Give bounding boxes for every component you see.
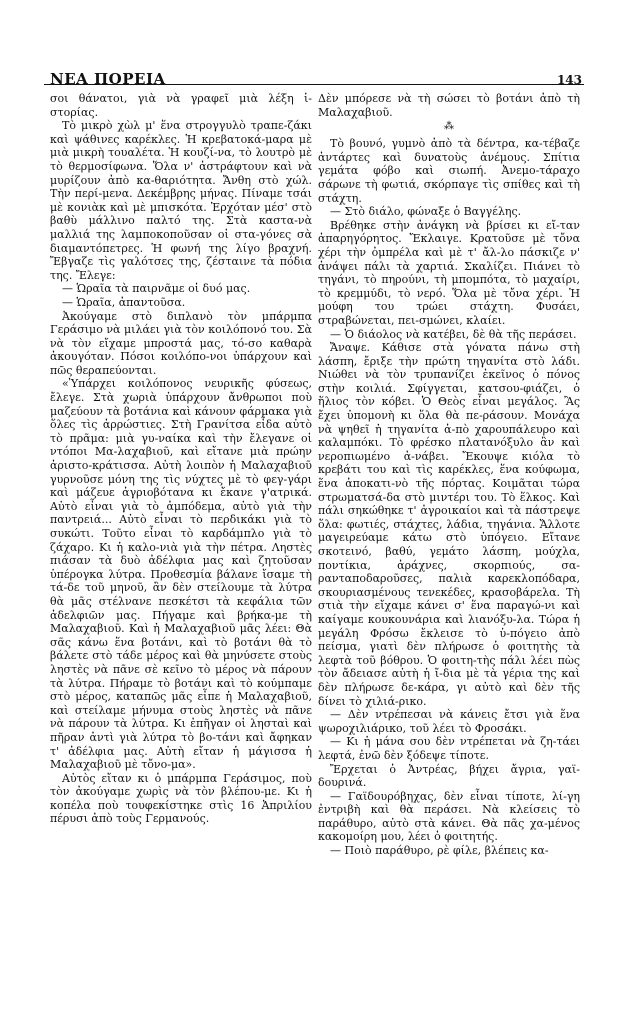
- page-number: 143: [556, 73, 582, 87]
- paragraph: Δὲν μπόρεσε νὰ τὴ σώσει τὸ βοτάνι ἀπὸ τὴ Μαλαχαβιοῦ.: [318, 92, 580, 119]
- dialogue-line: — Κι ἡ μάνα σου δὲν ντρέπεται νὰ ζη-τάει λεφτά, ἐνῶ δὲν ξόδεψε τίποτε.: [318, 735, 580, 762]
- paragraph: Ἀκούγαμε στὸ διπλανὸ τὸν μπάρμπα Γεράσιμο νὰ μιλάει γιὰ τὸν κοιλόπονό του. Σὰ νὰ τὸν εἴχαμε μπροστά μας, τό-σο καθαρὰ ἀκουγόταν. Πόσοι κοιλόπο-νοι ὑπάρχουν καὶ πῶς θεραπεύονται.: [50, 309, 312, 377]
- text-columns: [44, 92, 584, 992]
- page: [44, 30, 584, 1005]
- paragraph: σοι θάνατοι, γιὰ νὰ γραφεῖ μιὰ λέξη ἱ-στορίας.: [50, 92, 312, 119]
- paragraph: Βρέθηκε στὴν ἀνάγκη νὰ βρίσει κι εἴ-ταν ἀπαρηγόρητος. Ἔκλαιγε. Κρατοῦσε μὲ τὄνα χέρι τὴν ὀμπρέλα καὶ μὲ τ' ἄλ-λο πάσκιζε ν' ἀνάψει πάλι τὰ χαρτιά. Σκαλίζει. Πιάνει τὸ τηγάνι, τὸ πηρούνι, τὴ μπομπότα, τὸ μαχαίρι, τὸ κρεμμύδι, τὸ νερό. Ὅλα μὲ τὄνα χέρι. Ἡ μούφη του τρώει στάχτη. Φυσάει, στραβώνεται, πει-σμώνει, κλαίει.: [318, 218, 580, 327]
- left-column: [50, 92, 312, 826]
- dialogue-line: — Ὡραῖα, ἀπαντοῦσα.: [62, 295, 186, 309]
- paragraph: Τὸ μικρὸ χὼλ μ' ἕνα στρογγυλὸ τραπε-ζάκι καὶ ψάθινες καρέκλες. Ἡ κρεβατοκά-μαρα μὲ μιὰ μικρὴ τουαλέτα. Ἡ κουζί-να, τὸ λουτρὸ μὲ τὸ θερμοσίφωνα. Ὅλα ν' ἀστράφτουν καὶ νὰ μυρίζουν ἀπὸ κα-θαριότητα. Ἄνθη στὸ χώλ. Τὴν περί-μενα. Δεκέμβρης μήνας. Πίναμε τσάι μὲ κονιὰκ καὶ μὲ μπισκότα. Ἐρχόταν μέσ' στὸ βαθὺ μάλλινο παλτό της. Στὰ καστα-νὰ μαλλιά της λαμποκοποῦσαν οἱ στα-γόνες σὰ διαμαντόπετρες. Ἡ φωνή της λίγο βραχνή. Ἔβγαζε τὶς γαλότσες της, ζέσταινε τὰ πόδια της. Ἔλεγε:: [50, 119, 312, 282]
- right-column: [318, 92, 580, 858]
- paragraph: «Ὑπάρχει κοιλόπονος νευρικῆς φύσεως, ἔλεγε. Στὰ χωριὰ ὑπάρχουν ἄνθρωποι ποὺ μαζεύουν τὰ βοτάνια καὶ κάνουν φάρμακα γιὰ ὅλες τὶς ἀρρώστιες. Στὴ Γρανίτσα εἶδα αὐτὸ τὸ πρᾶμα: μιὰ γυ-ναίκα καὶ τὴν ἔλεγανε οἱ ντόποι Μα-λαχαβιοῦ, καὶ εἴτανε μιὰ πρώην ἀριστο-κράτισσα. Αὐτὴ λοιπὸν ἡ Μαλαχαβιοῦ γυρνοῦσε μόνη της τὶς νύχτες μὲ τὸ φεγ-γάρι καὶ μάζευε ἀγριοβότανα κι ἔκανε γ'ατρικά. Αὐτὸ εἶναι γιὰ τὸ ἀμπόδεμα, αὐτὸ γιὰ τὴν παντρειά... Αὐτὸ εἶναι τὸ περδικάκι γιὰ τὸ συκώτι. Τοῦτο εἶναι τὸ καρδάμπλο γιὰ τὸ ζάχαρο. Κι ἡ καλο-νιὰ γιὰ τὴν πέτρα. Ληστὲς πιάσαν τὰ δυὸ ἀδέλφια μας καὶ ζητοῦσαν ὑπέρογκα λύτρα. Προθεσμία βάλανε ἴσαμε τὴ τά-δε τοῦ μηνοῦ, ἂν δὲν στείλουμε τὰ λύτρα θὰ μᾶς στέλνανε πεσκέτσι τὰ κεφάλια τῶν ἀδελφιῶν μας. Πήγαμε καὶ βρήκα-με τὴ Μαλαχαβιοῦ. Καὶ ἡ Μαλαχαβιοῦ μᾶς λέει: Θὰ σᾶς κάνω ἕνα βοτάνι, καὶ τὸ βοτάνι θὰ τὸ βάλετε στὸ τάδε μέρος καὶ θὰ μηνύσετε στοὺς ληστὲς νὰ πᾶνε σὲ κεῖνο τὸ μέρος νὰ πάρουν τὰ λύτρα. Πήραμε τὸ βοτάνι καὶ τὸ κούμπαμε στὸ μέρος, καταπῶς μᾶς εἶπε ἡ Μαλαχαβιοῦ, καὶ στείλαμε μήνυμα στοὺς ληστὲς νὰ πᾶνε νὰ πάρουν τὰ λύτρα. Κι ἐπῆγαν οἱ λησταὶ καὶ πῆραν ἀντὶ γιὰ λύτρα τὸ βο-τάνι καὶ ἄφηκαν τ' ἀδέλφια μας. Αὐτὴ εἴταν ἡ μάγισσα ἡ Μαλαχαβιοῦ μὲ τὄνο-μα».: [50, 377, 312, 772]
- paragraph: Ἔρχεται ὁ Ἀντρέας, βήχει ἄγρια, γαϊ-δουρινά.: [318, 762, 580, 790]
- dialogue-line: — Ὁ διάολος νὰ κατέβει, δὲ θὰ τῆς περάσει.: [330, 327, 577, 341]
- paragraph: Αὐτὸς εἴταν κι ὁ μπάρμπα Γεράσιμος, ποὺ τὸν ἀκούγαμε χωρὶς νὰ τὸν βλέπου-με. Κι ἡ κοπέλα ποὺ τουφεκίστηκε στὶς 16 Ἀπριλίου πέρυσι ἀπὸ τοὺς Γερμανούς.: [50, 771, 312, 826]
- running-header: [44, 30, 584, 88]
- paragraph: Τὸ βουνό, γυμνὸ ἀπὸ τὰ δέντρα, κα-τέβαζε ἀντάρτες καὶ δυνατοὺς ἀνέμους. Σπίτια γεμάτα φόβο καὶ σιωπή. Ἀνεμο-τάραχο σάρωνε τὴ φωτιά, σκόρπαγε τὶς σπίθες καὶ τὴ στάχτη.: [318, 137, 580, 205]
- dialogue-line: — Δὲν ντρέπεσαι νὰ κάνεις ἔτσι γιὰ ἕνα ψωροχιλιάρικο, τοῦ λέει τὸ Φροσάκι.: [318, 708, 580, 735]
- paragraph: Ἄναψε. Κάθισε στὰ γόνατα πάνω στὴ λάσπη, ἔριξε τὴν πρώτη τηγανίτα στὸ λάδι. Νιώθει νὰ τὸν τρυπανίζει ἐκεῖνος ὁ πόνος στὴν κοιλιά. Σφίγγεται, κατσου-φιάζει, ὁ ἥλιος τὸν κόβει. Ὁ Θεὸς εἶναι μεγάλος. Ἂς ἔχει ὑπομονὴ κι ὅλα θὰ πε-ράσουν. Μονάχα νὰ ψηθεῖ ἡ τηγανίτα ἀ-πὸ χαρουπάλευρο καὶ καλαμπόκι. Τὸ φρέσκο πλατανόξυλο ἂν καὶ νεροπιωμένο ἀ-νάβει. Ἔκουψε κιόλα τὸ κρεβάτι του καὶ τὶς καρέκλες, ἕνα κούφωμα, ἕνα ἀποκατι-νὸ τῆς πόρτας. Κοιμᾶται τώρα στρωματσά-δα στὸ μιντέρι του. Τὸ ἕλκος. Καὶ πάλι σηκώθηκε τ' ἀγροικαίοι καὶ τὰ πάστρεψε ὅλα: φωτιές, στάχτες, λάδια, τηγάνια. Ἄλλοτε μαγειρεύαμε κάτω στὸ ὑπόγειο. Εἴτανε σκοτεινό, βαθύ, γεμάτο λάσπη, μούχλα, ποντίκια, ἀράχνες, σκορπιούς, σα-ρανταποδαροῦσες, παλιὰ καρεκλοπόδαρα, σκουριασμένους τενεκέδες, κρασοβάρελα. Τὴ στιὰ τὴν εἴχαμε κάνει σ' ἕνα παραγώ-νι καὶ καίγαμε κουκουνάρια καὶ λιανόξυ-λα. Τώρα ἡ μεγάλη Φρόσω ἔκλεισε τὸ ὑ-πόγειο ἀπὸ πείσμα, γιατὶ δὲν πλήρωσε ὁ φοιτητὴς τὰ λεφτὰ τοῦ βόθρου. Ὁ φοιτη-τὴς πάλι λέει πὼς τὸν ἄδειασε αὐτὴ ἡ ἴ-δια μὲ τὰ γέρια της καὶ δὲν πλήρωσε δε-κάρα, γι αὐτὸ καὶ δὲν τῆς δίνει τὸ χιλιά-ρικο.: [318, 341, 580, 708]
- dialogue-line: — Στὸ διάλο, φώναξε ὁ Βαγγέλης.: [330, 205, 522, 219]
- journal-title: ΝΕΑ ΠΟΡΕΙΑ: [50, 70, 166, 88]
- dialogue-line: — Ποιὸ παράθυρο, ρὲ φίλε, βλέπεις κα-: [330, 844, 549, 858]
- section-break-asterism: ⁂: [444, 121, 454, 133]
- dialogue-line: — Ὡραῖα τὰ παιρνᾶμε οἱ δυό μας.: [62, 282, 251, 296]
- dialogue-line: — Γαϊδουρόβηχας, δὲν εἶναι τίποτε, λί-γη ἐντριβὴ καὶ θὰ περάσει. Νὰ κλείσεις τὸ παράθυρο, αὐτὸ στὰ κάνει. Θὰ πᾶς χα-μένος κακομοίρη μου, λέει ὁ φοιτητής.: [318, 789, 580, 844]
